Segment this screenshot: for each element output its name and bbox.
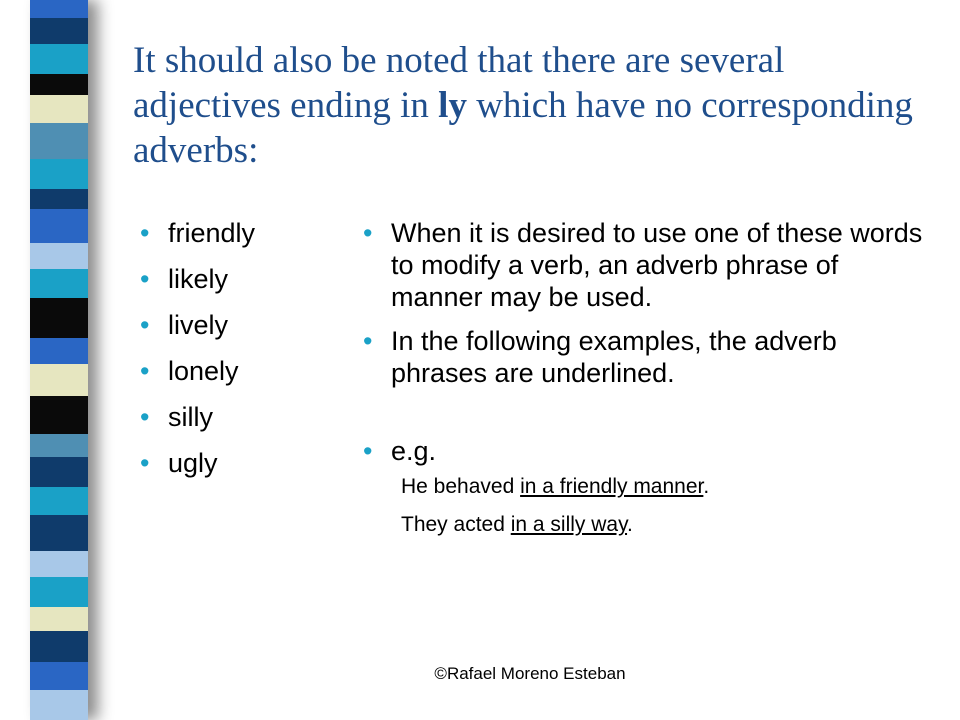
title-text-2: which have no corresponding adverbs: bbox=[133, 85, 913, 171]
stripe-segment bbox=[30, 0, 88, 18]
decorative-stripe-bar bbox=[30, 0, 88, 720]
explanation-item-2: • In the following examples, the adverb phrases are underlined. bbox=[391, 325, 936, 389]
title-bold-suffix: ly bbox=[438, 85, 467, 126]
stripe-segment bbox=[30, 159, 88, 189]
adjective-list bbox=[168, 217, 255, 493]
stripe-segment bbox=[30, 434, 88, 458]
adjective-item: • likely bbox=[168, 263, 255, 295]
example-1-pre: He behaved bbox=[401, 475, 521, 498]
stripe-segment bbox=[30, 269, 88, 299]
example-heading: • e.g. bbox=[391, 435, 936, 467]
adjective-item: • silly bbox=[168, 401, 255, 433]
stripe-segment bbox=[30, 189, 88, 209]
stripe-segment bbox=[30, 123, 88, 159]
stripe-segment bbox=[30, 577, 88, 607]
example-2-post: . bbox=[627, 513, 633, 536]
example-2-underlined-phrase: in a silly way bbox=[510, 513, 628, 536]
stripe-segment bbox=[30, 631, 88, 663]
example-2-pre: They acted bbox=[401, 513, 511, 536]
adjective-item: • lively bbox=[168, 309, 255, 341]
stripe-segment bbox=[30, 95, 88, 123]
stripe-segment bbox=[30, 457, 88, 487]
stripe-segment bbox=[30, 298, 88, 338]
stripe-segment bbox=[30, 607, 88, 631]
adjective-item: • ugly bbox=[168, 447, 255, 479]
explanation-item-1: • When it is desired to use one of these words to modify a verb, an adverb phrase of manner may be used. bbox=[391, 217, 936, 313]
stripe-segment bbox=[30, 338, 88, 364]
stripe-segment bbox=[30, 18, 88, 44]
stripe-segment bbox=[30, 396, 88, 434]
title-text-1: It should also be noted that there are several adjectives ending in bbox=[133, 40, 785, 126]
footer-credit: ©Rafael Moreno Esteban bbox=[434, 664, 626, 683]
stripe-segment bbox=[30, 243, 88, 269]
example-sentence-2 bbox=[401, 513, 936, 537]
adjective-item: • lonely bbox=[168, 355, 255, 387]
slide-title bbox=[133, 38, 923, 173]
stripe-segment bbox=[30, 690, 88, 720]
stripe-segment bbox=[30, 551, 88, 577]
stripe-segment bbox=[30, 44, 88, 74]
stripe-segment bbox=[30, 74, 88, 96]
stripe-segment bbox=[30, 364, 88, 396]
explanation-list bbox=[391, 217, 936, 551]
example-sentence-1 bbox=[401, 475, 936, 499]
adjective-item: • friendly bbox=[168, 217, 255, 249]
stripe-segment bbox=[30, 487, 88, 515]
example-1-underlined-phrase: in a friendly manner bbox=[520, 475, 704, 498]
example-1-post: . bbox=[703, 475, 710, 498]
stripe-segment bbox=[30, 515, 88, 551]
stripe-segment bbox=[30, 209, 88, 243]
